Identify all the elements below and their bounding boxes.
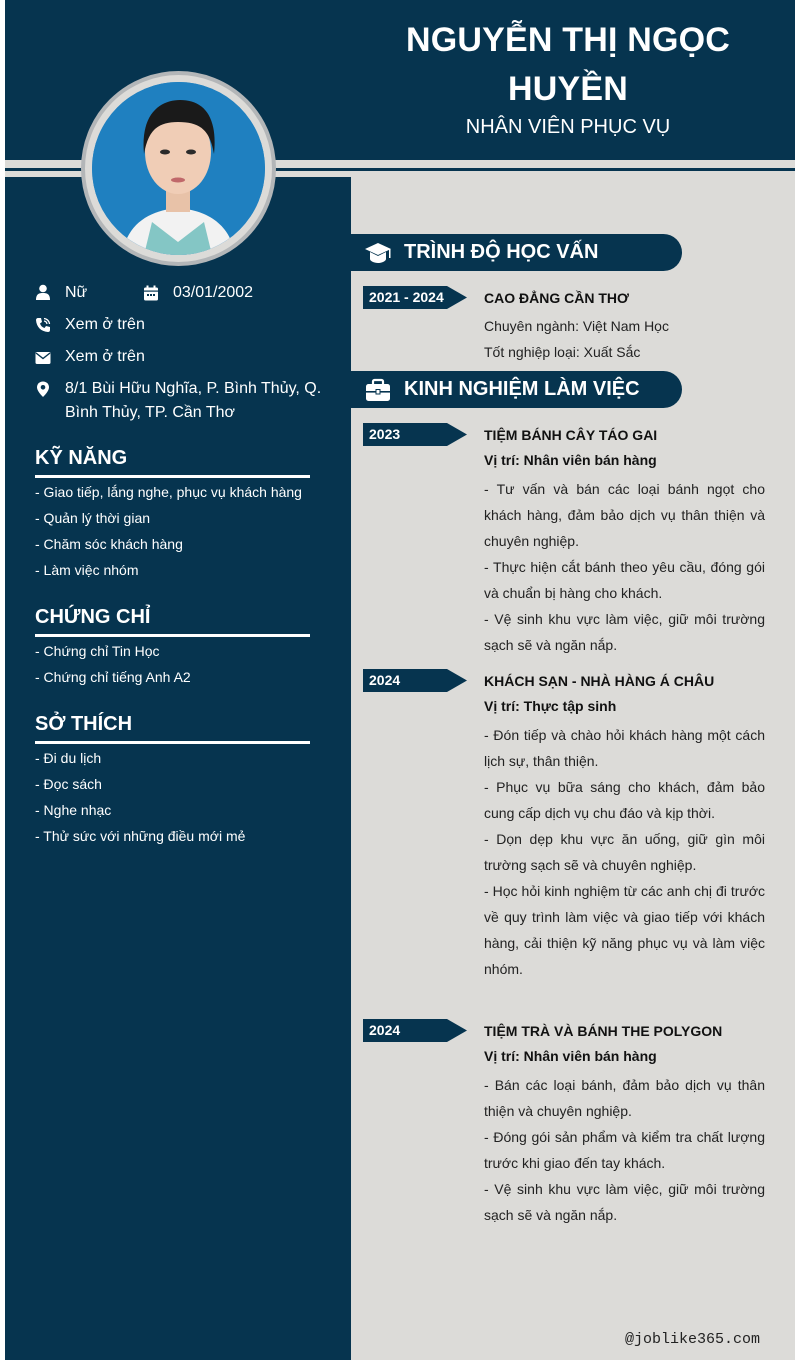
job-duty: - Đón tiếp và chào hỏi khách hàng một cách lịch sự, thân thiện.	[484, 727, 765, 769]
education-grade: Tốt nghiệp loại: Xuất Sắc	[484, 344, 641, 360]
avatar-frame	[81, 71, 276, 266]
job-duty: - Vệ sinh khu vực làm việc, giữ môi trường sạch sẽ và ngăn nắp.	[484, 1181, 765, 1223]
certificates-heading: CHỨNG CHỈ	[35, 606, 151, 628]
location-pin-icon	[35, 381, 51, 397]
list-item: - Chứng chỉ Tin Học	[35, 643, 160, 659]
phone-icon	[35, 317, 51, 333]
certificates-list	[35, 642, 315, 694]
skills-heading: KỸ NĂNG	[35, 447, 128, 469]
job-entry	[484, 425, 765, 658]
email-icon	[35, 350, 51, 366]
job-duty: - Học hỏi kinh nghiệm từ các anh chị đi trước về quy trình làm việc và giao tiếp với khách hàng, cải thiện kỹ năng phục vụ và làm việc nhóm.	[484, 883, 765, 977]
avatar	[92, 82, 265, 255]
job-entry	[484, 671, 765, 982]
job-position: Vị trí: Thực tập sinh	[484, 698, 617, 714]
job-year: 2023	[369, 426, 401, 442]
gender-value: Nữ	[65, 284, 88, 301]
company-name: TIỆM TRÀ VÀ BÁNH THE POLYGON	[484, 1023, 723, 1039]
cv-page	[5, 0, 795, 1360]
graduation-cap-icon	[364, 239, 392, 267]
experience-section-header	[350, 371, 682, 408]
job-duty: - Tư vấn và bán các loại bánh ngọt cho khách hàng, đảm bảo dịch vụ thân thiện và chuyên nghiệp.	[484, 481, 765, 549]
job-duty: - Bán các loại bánh, đảm bảo dịch vụ thân thiện và chuyên nghiệp.	[484, 1077, 765, 1119]
job-year: 2024	[369, 1022, 401, 1038]
list-item: - Chăm sóc khách hàng	[35, 536, 183, 552]
job-duty: - Dọn dẹp khu vực ăn uống, giữ gìn môi trường sạch sẽ và chuyên nghiệp.	[484, 831, 765, 873]
list-item: - Nghe nhạc	[35, 802, 112, 818]
avatar-photo	[92, 82, 265, 255]
list-item: - Giao tiếp, lắng nghe, phục vụ khách hàng	[35, 484, 302, 500]
job-duty: - Đóng gói sản phẩm và kiểm tra chất lượng trước khi giao đến tay khách.	[484, 1129, 765, 1171]
briefcase-icon	[364, 376, 392, 404]
job-year: 2024	[369, 672, 401, 688]
education-entry	[484, 288, 765, 365]
job-entry	[484, 1021, 765, 1228]
list-item: - Đọc sách	[35, 776, 102, 792]
job-duty: - Thực hiện cắt bánh theo yêu cầu, đóng gói và chuẩn bị hàng cho khách.	[484, 559, 765, 601]
candidate-name: NGUYỄN THỊ NGỌC HUYỀN	[405, 21, 731, 108]
phone-value: Xem ở trên	[65, 316, 145, 333]
company-name: TIỆM BÁNH CÂY TÁO GAI	[484, 427, 658, 443]
list-item: - Quản lý thời gian	[35, 510, 151, 526]
watermark: @joblike365.com	[625, 1331, 761, 1348]
education-period: 2021 - 2024	[369, 289, 444, 305]
job-position: Vị trí: Nhân viên bán hàng	[484, 1048, 657, 1064]
job-duty: - Phục vụ bữa sáng cho khách, đảm bảo cung cấp dịch vụ chu đáo và kịp thời.	[484, 779, 765, 821]
user-icon	[35, 284, 51, 300]
education-section-header	[350, 234, 682, 271]
list-item: - Đi du lịch	[35, 750, 102, 766]
company-name: KHÁCH SẠN - NHÀ HÀNG Á CHÂU	[484, 673, 715, 689]
experience-title: KINH NGHIỆM LÀM VIỆC	[404, 378, 640, 400]
school-name: CAO ĐẲNG CẦN THƠ	[484, 290, 629, 306]
hobbies-heading: SỞ THÍCH	[35, 713, 133, 735]
education-major: Chuyên ngành: Việt Nam Học	[484, 318, 669, 334]
hobbies-list	[35, 749, 315, 853]
address-value: 8/1 Bùi Hữu Nghĩa, P. Bình Thủy, Q. Bình Thủy, TP. Cần Thơ	[65, 380, 322, 421]
education-title: TRÌNH ĐỘ HỌC VẤN	[404, 241, 599, 263]
list-item: - Làm việc nhóm	[35, 562, 139, 578]
calendar-icon	[143, 285, 159, 301]
skills-rule	[35, 475, 310, 478]
job-duty: - Vệ sinh khu vực làm việc, giữ môi trường sạch sẽ và ngăn nắp.	[484, 611, 765, 653]
certificates-rule	[35, 634, 310, 637]
skills-list	[35, 483, 315, 587]
hobbies-rule	[35, 741, 310, 744]
job-position: Vị trí: Nhân viên bán hàng	[484, 452, 657, 468]
list-item: - Chứng chỉ tiếng Anh A2	[35, 669, 191, 685]
list-item: - Thử sức với những điều mới mẻ	[35, 828, 246, 844]
birthdate-value: 03/01/2002	[173, 284, 254, 301]
email-value: Xem ở trên	[65, 348, 145, 365]
job-title: NHÂN VIÊN PHỤC VỤ	[465, 116, 671, 138]
